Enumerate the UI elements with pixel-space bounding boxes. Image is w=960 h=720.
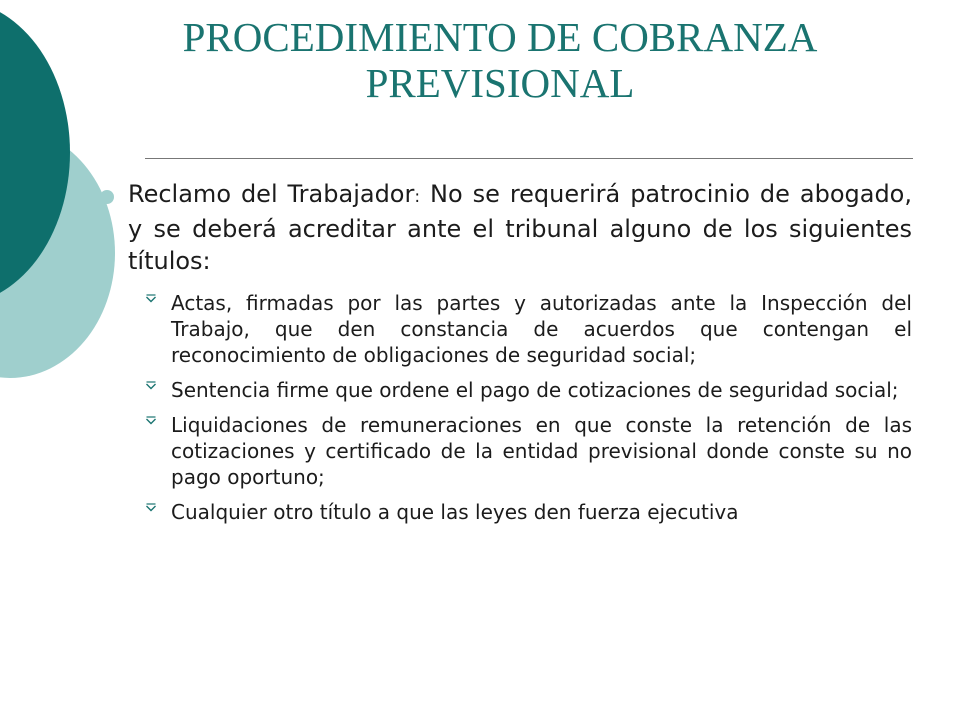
chevron-down-icon — [145, 380, 157, 392]
circle-bullet-icon — [100, 190, 114, 204]
slide-title — [150, 14, 850, 106]
sub-bullet-text: Sentencia firme que ordene el pago de cotizaciones de seguridad social; — [171, 378, 899, 402]
main-bullet-colon: : — [414, 187, 421, 207]
sub-bullet-text: Liquidaciones de remuneraciones en que conste la retención de las cotizaciones y certificado de la entidad previsional donde conste su no pago oportuno; — [171, 413, 912, 489]
slide-title-line-1: PROCEDIMIENTO DE COBRANZA — [182, 14, 818, 60]
main-bullet — [100, 178, 912, 277]
main-bullet-text: No se requerirá patrocinio de abogado, y se deberá acreditar ante el tribunal alguno de los siguientes títulos: — [128, 180, 912, 275]
sub-bullet-text: Actas, firmadas por las partes y autorizadas ante la Inspección del Trabajo, que den constancia de acuerdos que contengan el reconocimiento de obligaciones de seguridad social; — [171, 291, 912, 367]
slide-body — [100, 178, 912, 534]
chevron-down-icon — [145, 293, 157, 305]
sub-bullet-item — [143, 499, 912, 525]
sub-bullet-text: Cualquier otro título a que las leyes den fuerza ejecutiva — [171, 500, 739, 524]
sub-bullet-list — [100, 290, 912, 525]
chevron-down-icon — [145, 502, 157, 514]
main-bullet-lead: Reclamo del Trabajador — [128, 180, 415, 208]
chevron-down-icon — [145, 415, 157, 427]
title-divider — [145, 158, 913, 159]
sub-bullet-item — [143, 377, 912, 403]
sub-bullet-item — [143, 290, 912, 368]
slide-title-line-2: PREVISIONAL — [365, 60, 635, 106]
sub-bullet-item — [143, 412, 912, 490]
